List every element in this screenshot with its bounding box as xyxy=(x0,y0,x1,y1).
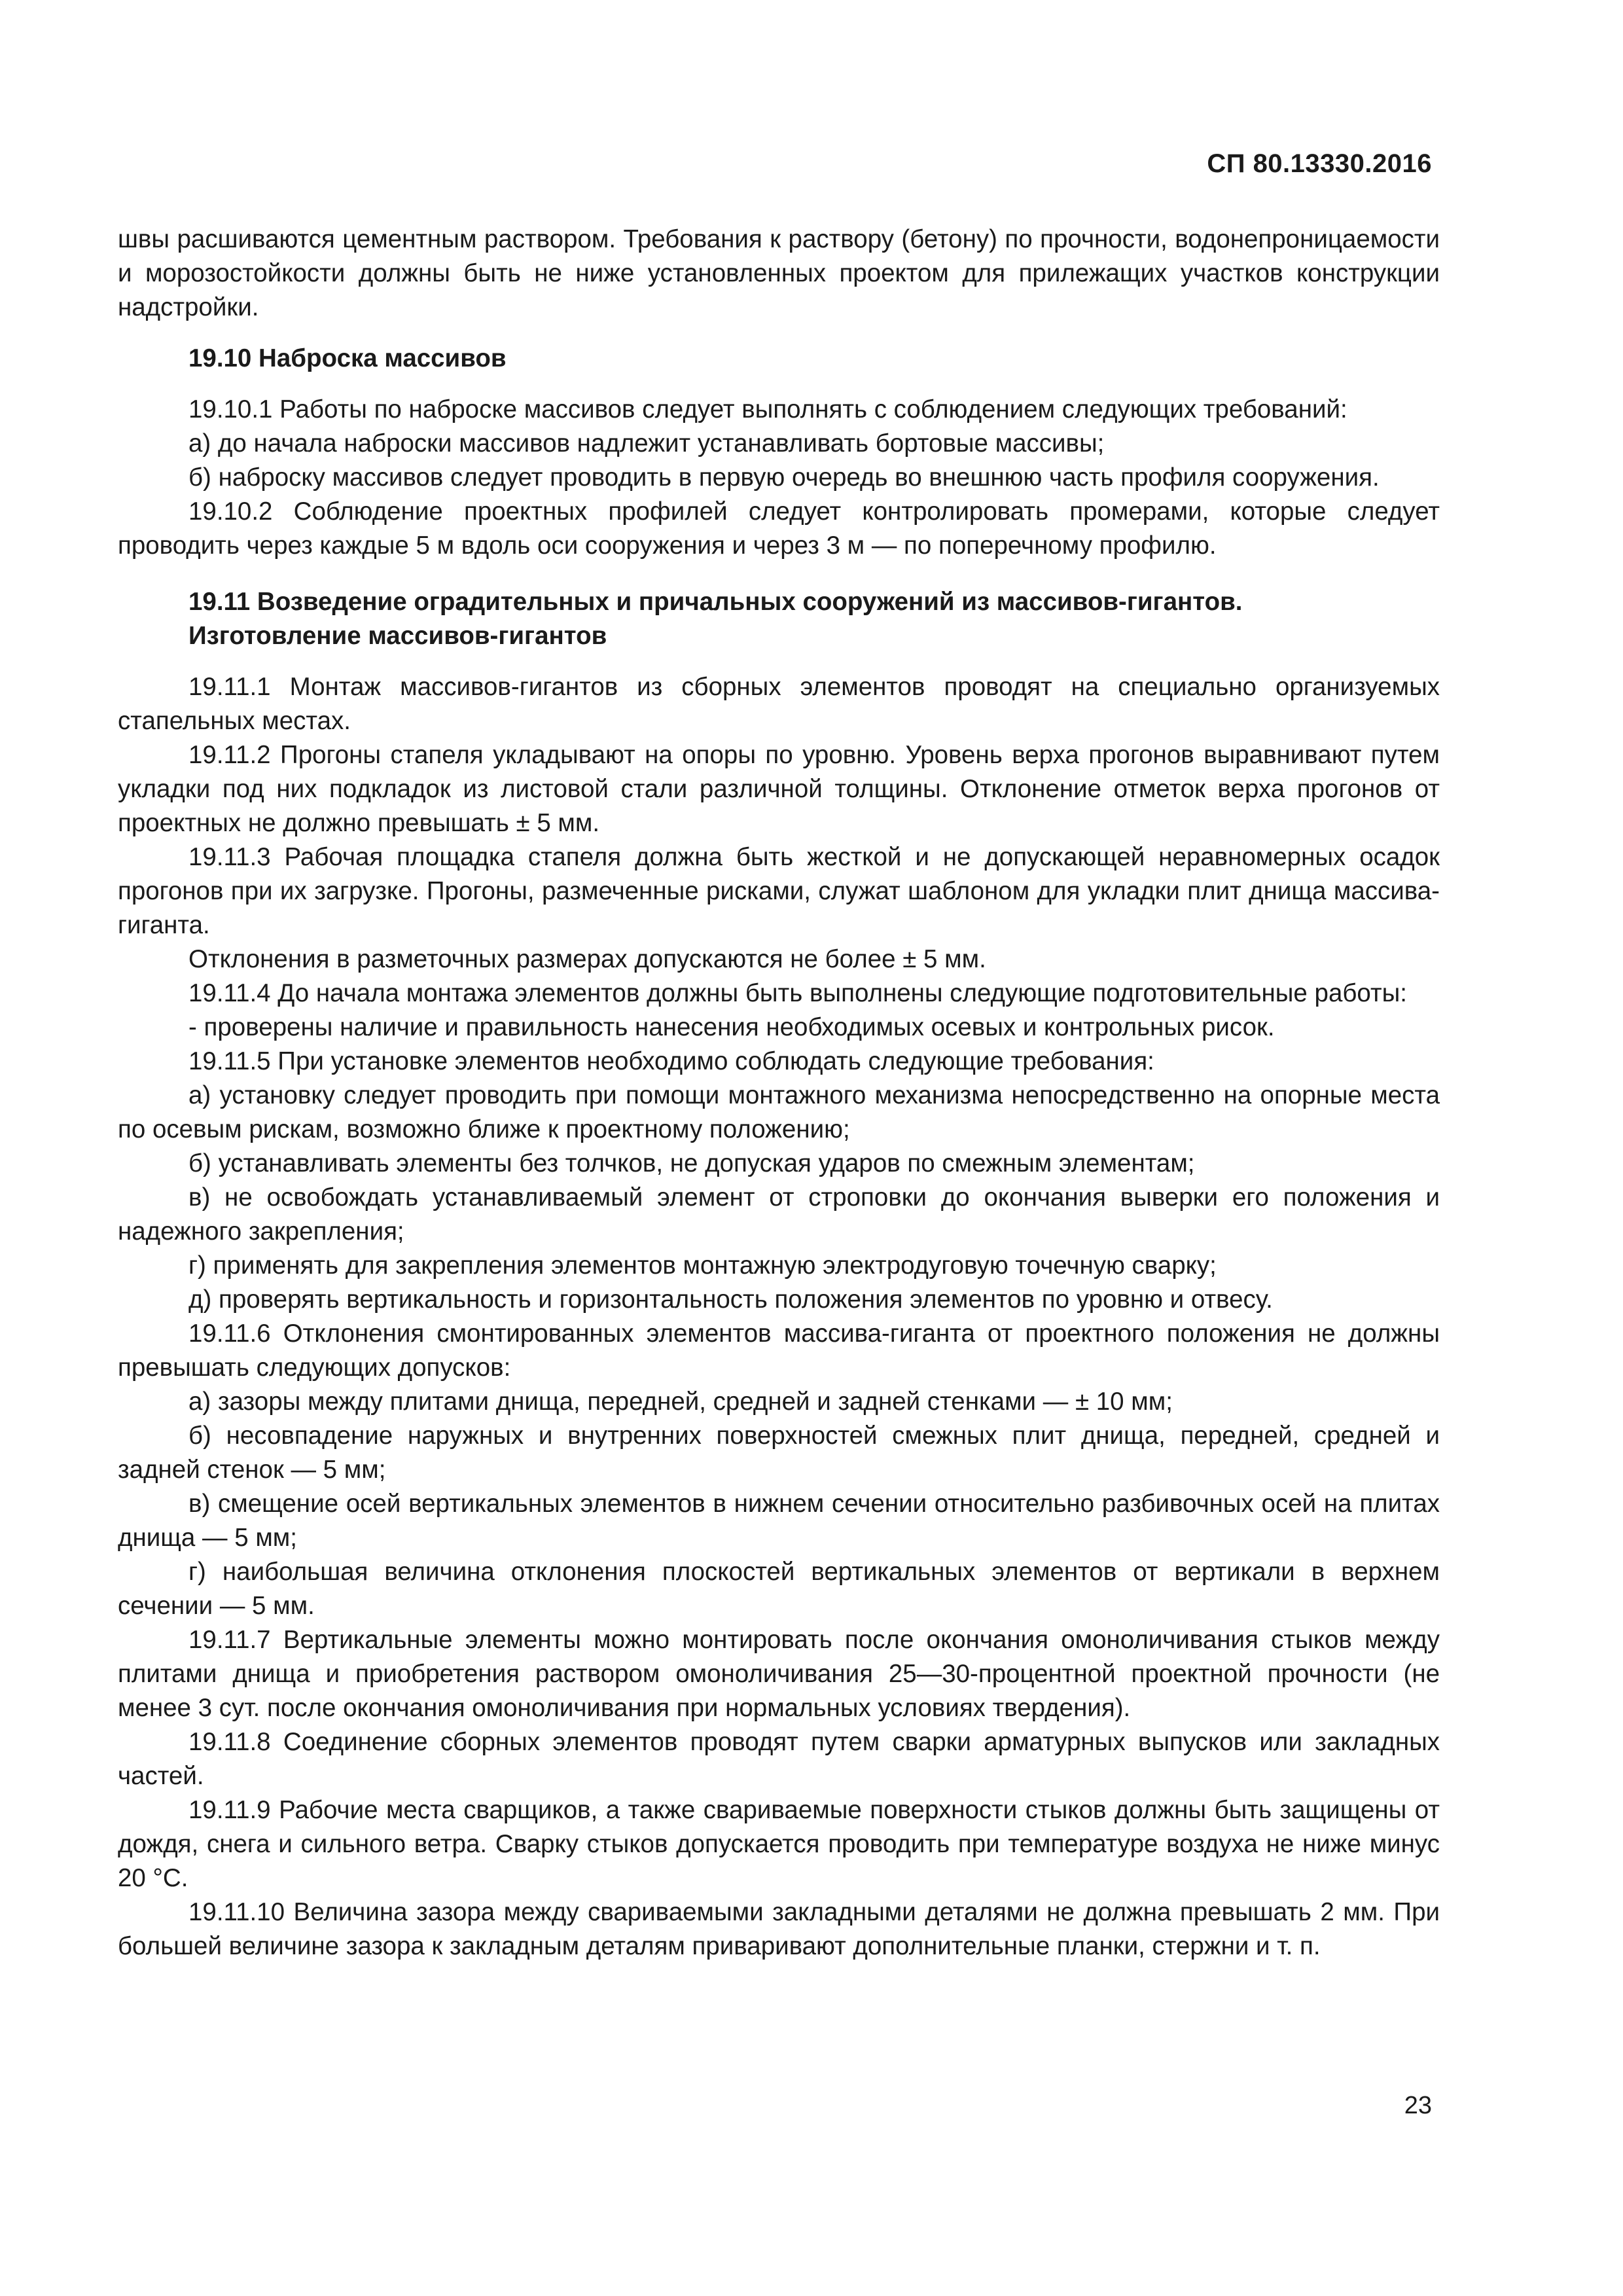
document-body xyxy=(118,223,1440,1964)
paragraph-19-10-1: 19.10.1 Работы по наброске массивов следует выполнять с соблюдением следующих требований: xyxy=(188,395,1347,423)
paragraph-19-11-1: 19.11.1 Монтаж массивов-гигантов из сборных элементов проводят на специально организуемых стапельных местах. xyxy=(118,673,1440,735)
paragraph-19-11-2: 19.11.2 Прогоны стапеля укладывают на опоры по уровню. Уровень верха прогонов выравнивают путем укладки под них подкладок из листовой стали различной толщины. Отклонение отметок верха прогонов от проектных не должно превышать ± 5 мм. xyxy=(118,741,1440,837)
list-item-19-11-5-a: а) установку следует проводить при помощи монтажного механизма непосредственно на опорные места по осевым рискам, возможно ближе к проектному положению; xyxy=(118,1081,1440,1143)
section-heading-19-11-line1: 19.11 Возведение оградительных и причальных сооружений из массивов-гигантов. xyxy=(188,588,1243,616)
list-item-19-11-5-c: в) не освобождать устанавливаемый элемент от строповки до окончания выверки его положения и надежного закрепления; xyxy=(118,1183,1440,1246)
document-code-header: СП 80.13330.2016 xyxy=(1207,149,1432,178)
paragraph-19-11-10: 19.11.10 Величина зазора между свариваемыми закладными деталями не должна превышать 2 мм. При большей величине зазора к закладным деталям приваривают дополнительные планки, стержни и т. п. xyxy=(118,1898,1440,1960)
paragraph-19-11-7: 19.11.7 Вертикальные элементы можно монтировать после окончания омоноличивания стыков между плитами днища и приобретения раствором омоноличивания 25—30-процентной проектной прочности (не менее 3 сут. после окончания омоноличивания при нормальных условиях твердения). xyxy=(118,1626,1440,1722)
paragraph-19-11-3: 19.11.3 Рабочая площадка стапеля должна быть жесткой и не допускающей неравномерных осадок прогонов при их загрузке. Прогоны, размеченные рисками, служат шаблоном для укладки плит днища массива-гиганта. xyxy=(118,843,1440,939)
list-item-19-11-5-d: г) применять для закрепления элементов монтажную электродуговую точечную сварку; xyxy=(188,1251,1217,1280)
paragraph-19-11-4: 19.11.4 До начала монтажа элементов должны быть выполнены следующие подготовительные работы: xyxy=(188,979,1407,1007)
paragraph-19-10-2: 19.10.2 Соблюдение проектных профилей следует контролировать промерами, которые следует проводить через каждые 5 м вдоль оси сооружения и через 3 м — по поперечному профилю. xyxy=(118,497,1440,560)
list-item-19-11-6-d: г) наибольшая величина отклонения плоскостей вертикальных элементов от вертикали в верхнем сечении — 5 мм. xyxy=(118,1558,1440,1620)
paragraph-19-11-3-deviation: Отклонения в разметочных размерах допускаются не более ± 5 мм. xyxy=(188,945,986,973)
section-heading-19-11 xyxy=(118,585,1440,653)
list-item-19-11-6-b: б) несовпадение наружных и внутренних поверхностей смежных плит днища, передней, средней и задней стенок — 5 мм; xyxy=(118,1422,1440,1484)
paragraph-19-11-6: 19.11.6 Отклонения смонтированных элементов массива-гиганта от проектного положения не должны превышать следующих допусков: xyxy=(118,1319,1440,1382)
paragraph-19-11-9: 19.11.9 Рабочие места сварщиков, а также свариваемые поверхности стыков должны быть защищены от дождя, снега и сильного ветра. Сварку стыков допускается проводить при температуре воздуха не ниже минус 20 °С. xyxy=(118,1796,1440,1892)
list-item-19-11-5-b: б) устанавливать элементы без толчков, не допуская ударов по смежным элементам; xyxy=(188,1149,1195,1177)
list-item-19-11-4: - проверены наличие и правильность нанесения необходимых осевых и контрольных рисок. xyxy=(188,1013,1275,1041)
list-item-19-10-1-b: б) наброску массивов следует проводить в первую очередь во внешнюю часть профиля сооружения. xyxy=(188,463,1380,492)
section-heading-19-11-line2: Изготовление массивов-гигантов xyxy=(188,622,607,650)
list-item-19-11-5-e: д) проверять вертикальность и горизонтальность положения элементов по уровню и отвесу. xyxy=(188,1285,1273,1314)
paragraph-intro: швы расшиваются цементным раствором. Требования к раствору (бетону) по прочности, водонепроницаемости и морозостойкости должны быть не ниже установленных проектом для прилежащих участков конструкции надстройки. xyxy=(118,225,1440,321)
list-item-19-10-1-a: а) до начала наброски массивов надлежит устанавливать бортовые массивы; xyxy=(188,429,1105,457)
section-heading-19-10: 19.10 Наброска массивов xyxy=(188,344,507,372)
list-item-19-11-6-c: в) смещение осей вертикальных элементов в нижнем сечении относительно разбивочных осей на плитах днища — 5 мм; xyxy=(118,1490,1440,1552)
paragraph-19-11-5: 19.11.5 При установке элементов необходимо соблюдать следующие требования: xyxy=(188,1047,1154,1075)
page-number: 23 xyxy=(1404,2092,1432,2119)
paragraph-19-11-8: 19.11.8 Соединение сборных элементов проводят путем сварки арматурных выпусков или закладных частей. xyxy=(118,1728,1440,1790)
list-item-19-11-6-a: а) зазоры между плитами днища, передней, средней и задней стенками — ± 10 мм; xyxy=(188,1388,1173,1416)
